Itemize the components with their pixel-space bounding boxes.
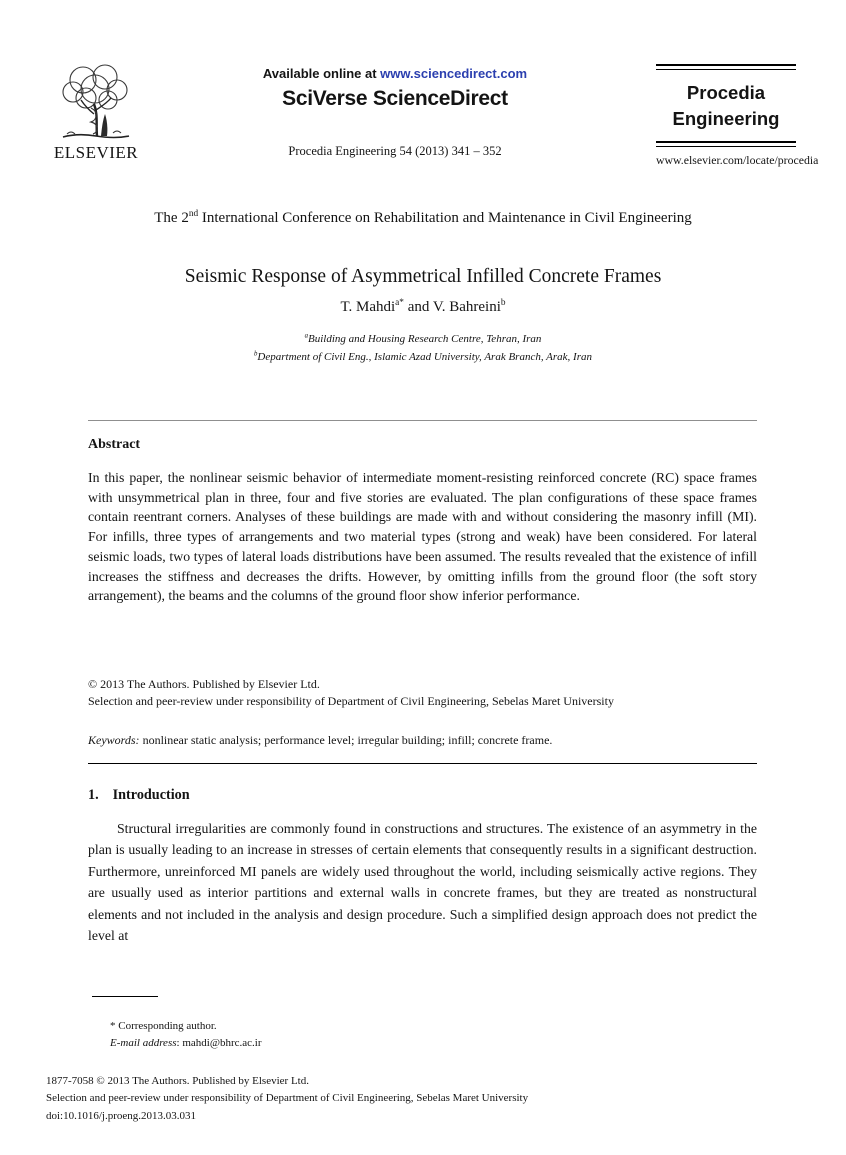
- author-1: T. Mahdi: [340, 299, 396, 315]
- available-online-line: [210, 66, 580, 81]
- conference-title-post: International Conference on Rehabilitation and Maintenance in Civil Engineering: [198, 210, 692, 226]
- author-1-affil-mark: a*: [395, 298, 404, 308]
- elsevier-logo-label: ELSEVIER: [53, 143, 139, 162]
- journal-citation: Procedia Engineering 54 (2013) 341 – 352: [288, 144, 502, 158]
- keywords-bottom-rule: [88, 763, 757, 764]
- affiliation-2: [0, 349, 846, 367]
- procedia-masthead: [656, 64, 819, 168]
- masthead-bottom-rule: [656, 141, 796, 147]
- issn-copyright-line: 1877-7058 © 2013 The Authors. Published by Elsevier Ltd.: [46, 1075, 309, 1087]
- author-separator: and: [403, 299, 433, 315]
- conference-title: [0, 210, 846, 227]
- copyright-block: [88, 676, 768, 710]
- affiliation-2-mark: b: [254, 349, 258, 357]
- doi-line: doi:10.1016/j.proeng.2013.03.031: [46, 1109, 197, 1122]
- elsevier-tree-icon: [50, 62, 142, 142]
- sciencedirect-link[interactable]: www.sciencedirect.com: [380, 66, 528, 81]
- section-title: Introduction: [112, 787, 190, 803]
- footnote-block: [110, 1018, 261, 1052]
- author-line: [0, 299, 846, 316]
- journal-name-line1: Procedia: [686, 82, 766, 103]
- abstract-body: In this paper, the nonlinear seismic behavior of intermediate moment-resisting reinforced concrete (RC) space frames with unsymmetrical plan in three, four and five stories are evaluated. The plan configurations of these space frames contain reentrant corners. Analyses of these buildings are made with and without considering the masonry infill (MI). For infills, three types of arrangements and two material types (strong and weak) have been considered. For lateral seismic loads, two types of lateral loads distributions have been assumed. The results revealed that the existence of infill increases the stiffness and decreases the drifts. However, by omitting infills from the ground floor (the soft story arrangement), the beams and the columns of the ground floor show inferior performance.: [88, 470, 757, 604]
- email-line: [110, 1035, 261, 1052]
- journal-name-line2: Engineering: [672, 108, 780, 129]
- affiliation-1-text: Building and Housing Research Centre, Tehran, Iran: [307, 333, 542, 345]
- footer-peer-review-line: Selection and peer-review under responsibility of Department of Civil Engineering, Sebelas Maret University: [46, 1092, 529, 1105]
- footnote-rule: [92, 996, 158, 997]
- affiliation-2-text: Department of Civil Eng., Islamic Azad University, Arak Branch, Arak, Iran: [257, 350, 592, 363]
- author-2: V. Bahreini: [432, 299, 501, 315]
- elsevier-logo: [50, 62, 142, 163]
- masthead-top-rule: [656, 64, 796, 70]
- keywords-label: Keywords:: [88, 733, 140, 747]
- keywords-text: nonlinear static analysis; performance level; irregular building; infill; concrete frame.: [139, 733, 553, 747]
- corresponding-author-note: * Corresponding author.: [110, 1020, 217, 1032]
- keywords-line: [88, 733, 768, 748]
- paper-title: Seismic Response of Asymmetrical Infilled Concrete Frames: [184, 266, 662, 287]
- available-online-text: Available online at: [262, 66, 381, 81]
- elsevier-locate-link[interactable]: www.elsevier.com/locate/procedia: [656, 153, 819, 167]
- introduction-paragraph: Structural irregularities are commonly found in constructions and structures. The existence of an asymmetry in the plan is usually leading to an increase in stresses of certain elements that consequently results in a significant destruction. Furthermore, unreinforced MI panels are widely used throughout the world, including seismically active regions. They are usually used as interior partitions and external walls in concrete frames, but they are treated as nonstructural elements and not included in the analysis and design procedure. Such a simplified design approach does not predict the level at: [88, 821, 757, 944]
- author-2-affil-mark: b: [500, 298, 506, 308]
- conference-title-ordinal: nd: [188, 209, 199, 219]
- section-number: 1.: [88, 787, 99, 803]
- abstract-heading: Abstract: [88, 437, 141, 452]
- email-address: : mahdi@bhrc.ac.ir: [176, 1037, 262, 1049]
- copyright-line: © 2013 The Authors. Published by Elsevier Ltd.: [88, 677, 320, 691]
- conference-title-pre: The 2: [154, 210, 189, 226]
- peer-review-line: Selection and peer-review under responsibility of Department of Civil Engineering, Sebelas Maret University: [88, 694, 614, 708]
- affiliation-1: [0, 331, 846, 349]
- header-center: [210, 66, 580, 159]
- affiliations: [0, 331, 846, 366]
- email-label: E-mail address: [110, 1037, 177, 1049]
- affiliation-1-mark: a: [304, 332, 308, 340]
- footer-block: [46, 1073, 806, 1125]
- abstract-top-rule: [88, 420, 757, 421]
- section-heading-introduction: [88, 787, 190, 804]
- sciverse-sciencedirect-wordmark: SciVerse ScienceDirect: [282, 87, 508, 110]
- journal-name: [656, 80, 796, 132]
